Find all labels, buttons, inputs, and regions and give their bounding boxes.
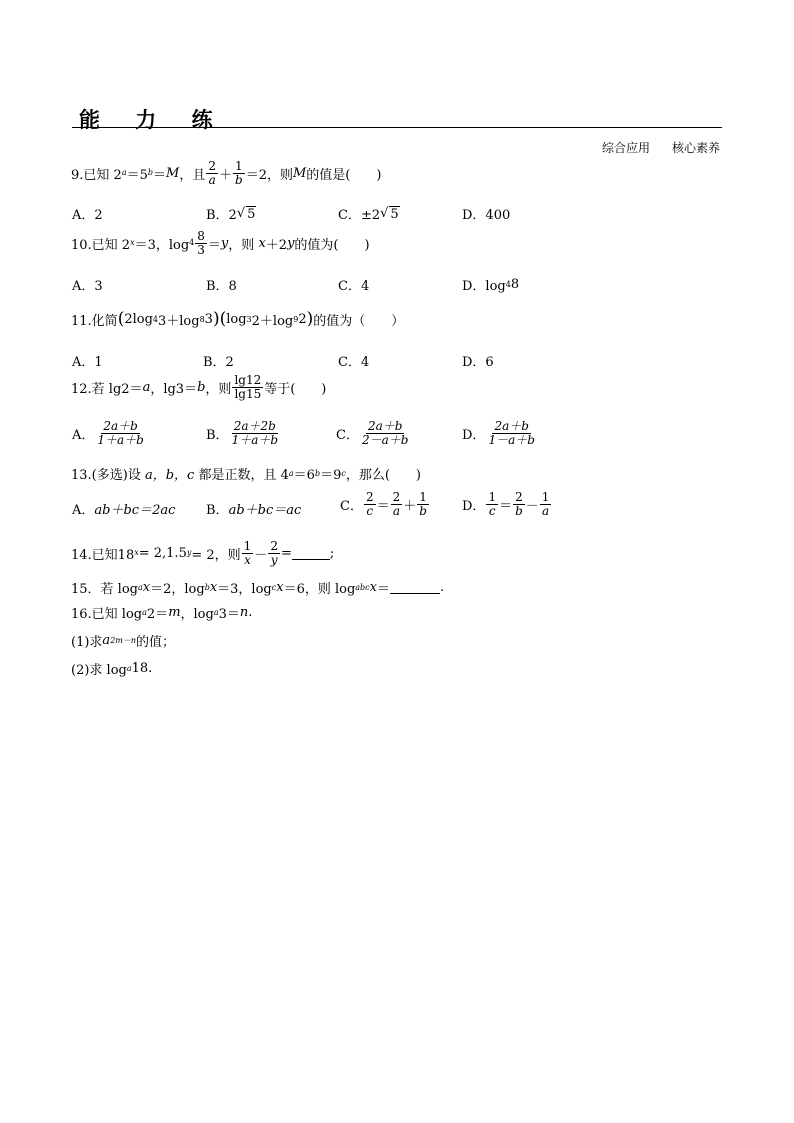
option-12a: A． $\frac{2a+b}{1+a+b}$: [72, 419, 144, 447]
section-title: 能 力 练: [79, 108, 227, 132]
question-15: 15．若 log a x ＝2，log b x ＝3，log c x ＝6，则 log abc x ＝ .: [71, 580, 445, 597]
question-16-part-1: (1)求 a 2m－n 的值；: [71, 633, 176, 650]
fraction: $\frac{\lg 12}{\lg 15}$: [234, 373, 262, 401]
answer-blank[interactable]: [292, 547, 330, 560]
option-12d: D． $\frac{2a+b}{1-a+b}$: [462, 419, 535, 447]
question-13: 13.(多选)设 a，b，c 都是正数，且 4 a ＝6 b ＝9 c ，那么( ): [71, 468, 421, 483]
option-13a: A． ab＋bc＝2ac: [72, 503, 176, 518]
option-9d: D．400: [462, 208, 511, 223]
tag-comprehensive: 综合应用: [601, 141, 650, 155]
option-11c: C．4: [338, 355, 370, 370]
option-9b: B．2 √ 5: [206, 206, 256, 223]
fraction: $\frac{2}{a}$: [208, 159, 216, 187]
option-10b: B．8: [206, 279, 237, 294]
question-14: 14.已知18 x = 2,1.5 y = 2，则 $\frac{1}{x}$ － $\frac{2}{y}$ = ;: [71, 539, 335, 567]
section-tags: [602, 139, 720, 156]
option-11d: D．6: [462, 355, 494, 370]
question-16-part-2: (2)求 log a 18.: [71, 661, 153, 678]
option-13c: C． $\frac{2}{c}$ ＝ $\frac{2}{a}$ ＋ $\frac{1}{b}$: [340, 490, 427, 518]
option-13b: B． ab＋bc＝ac: [206, 503, 302, 518]
question-16: 16.已知 log a 2＝ m ，log a 3＝ n .: [71, 605, 253, 622]
option-11b: B．2: [203, 355, 234, 370]
question-10: 10.已知 2 x ＝3，log 4 $\frac{8}{3}$ ＝ y ，则 x ＋2 y 的值为( ): [71, 229, 370, 257]
option-10c: C．4: [338, 279, 370, 294]
question-11: 11.化简 ( 2log 4 3＋log 8 3 ) ( log 3 2＋log 9 2 ) 的值为（ ）: [71, 309, 405, 329]
option-12c: C． $\frac{2a+b}{2-a+b}$: [336, 419, 409, 447]
header-divider: [72, 127, 722, 128]
fraction: $\frac{1}{b}$: [235, 159, 243, 187]
option-11a: A．1: [72, 355, 103, 370]
question-9: 9.已知 2 a ＝5 b ＝ M ，且 $\frac{2}{a}$ ＋ $\frac{1}{b}$ ＝2，则 M 的值是( ): [71, 159, 382, 187]
option-10d: D．log 4 8: [462, 277, 520, 294]
answer-blank[interactable]: [390, 581, 440, 594]
tag-core-literacy: 核心素养: [671, 141, 720, 155]
option-13d: D． $\frac{1}{c}$ ＝ $\frac{2}{b}$ － $\frac{1}{a}$: [462, 490, 550, 518]
option-9a: A．2: [72, 208, 103, 223]
question-12: 12.若 lg2＝ a ，lg3＝ b ，则 $\frac{\lg 12}{\lg 15}$ 等于( ): [71, 373, 327, 401]
option-10a: A．3: [72, 279, 103, 294]
option-9c: C．±2 √ 5: [338, 206, 399, 223]
fraction: $\frac{8}{3}$: [197, 229, 205, 257]
option-12b: B． $\frac{2a+2b}{1+a+b}$: [206, 419, 279, 447]
